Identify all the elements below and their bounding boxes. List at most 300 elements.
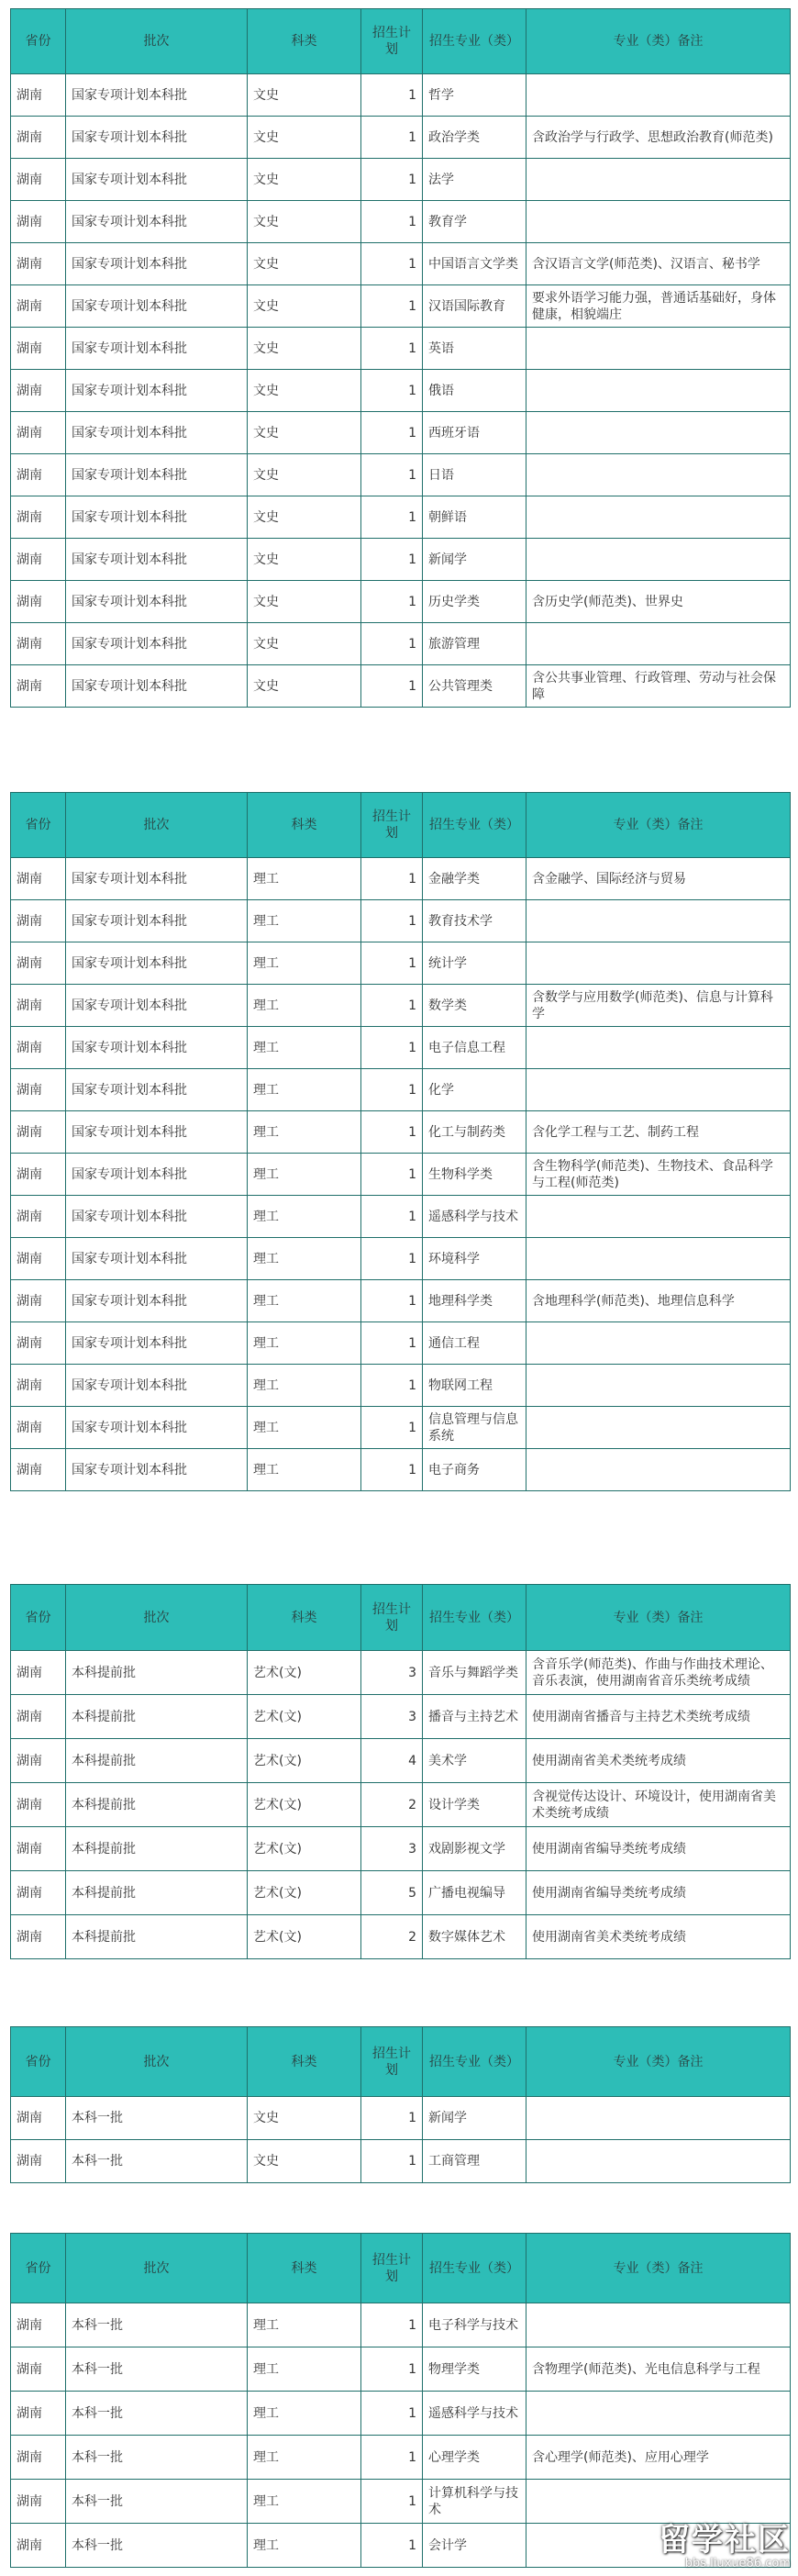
table-row <box>11 2392 791 2436</box>
table-row <box>11 117 791 159</box>
table-row <box>11 1027 791 1069</box>
cell-province: 湖南 <box>11 2392 66 2436</box>
table-row <box>11 159 791 201</box>
header-province: 省份 <box>11 793 66 858</box>
cell-batch: 国家专项计划本科批 <box>66 539 248 581</box>
admissions-table-3 <box>10 1584 791 1959</box>
cell-major: 英语 <box>423 328 526 370</box>
header-quota: 招生计划 <box>361 1585 423 1651</box>
cell-province: 湖南 <box>11 74 66 117</box>
cell-quota: 2 <box>361 1915 423 1959</box>
table-row <box>11 1322 791 1365</box>
cell-category: 艺术(文) <box>248 1827 361 1871</box>
cell-batch: 国家专项计划本科批 <box>66 1196 248 1238</box>
cell-note <box>526 370 791 412</box>
cell-category: 艺术(文) <box>248 1871 361 1915</box>
cell-category: 文史 <box>248 285 361 328</box>
cell-note <box>526 412 791 454</box>
cell-major: 中国语言文学类 <box>423 243 526 285</box>
cell-major: 物理学类 <box>423 2347 526 2392</box>
cell-major: 数字媒体艺术 <box>423 1915 526 1959</box>
table-row <box>11 1739 791 1783</box>
cell-batch: 国家专项计划本科批 <box>66 1407 248 1449</box>
table-row <box>11 2097 791 2140</box>
cell-batch: 本科提前批 <box>66 1871 248 1915</box>
cell-major: 西班牙语 <box>423 412 526 454</box>
cell-batch: 国家专项计划本科批 <box>66 496 248 539</box>
cell-note <box>526 1027 791 1069</box>
table-row <box>11 1069 791 1111</box>
cell-note <box>526 74 791 117</box>
cell-quota: 1 <box>361 2480 423 2524</box>
cell-category: 文史 <box>248 159 361 201</box>
table-row <box>11 1871 791 1915</box>
cell-category: 理工 <box>248 2392 361 2436</box>
cell-quota: 1 <box>361 1238 423 1280</box>
table-row <box>11 1783 791 1827</box>
cell-quota: 1 <box>361 2392 423 2436</box>
cell-province: 湖南 <box>11 328 66 370</box>
cell-batch: 本科一批 <box>66 2392 248 2436</box>
cell-major: 汉语国际教育 <box>423 285 526 328</box>
header-batch: 批次 <box>66 2027 248 2097</box>
table-row <box>11 285 791 328</box>
header-note: 专业（类）备注 <box>526 1585 791 1651</box>
header-major: 招生专业（类） <box>423 793 526 858</box>
cell-quota: 1 <box>361 665 423 708</box>
cell-major: 地理科学类 <box>423 1280 526 1322</box>
cell-batch: 国家专项计划本科批 <box>66 985 248 1027</box>
cell-category: 理工 <box>248 900 361 942</box>
cell-major: 电子信息工程 <box>423 1027 526 1069</box>
cell-quota: 1 <box>361 2347 423 2392</box>
cell-major: 信息管理与信息系统 <box>423 1407 526 1449</box>
table-row <box>11 243 791 285</box>
cell-quota: 1 <box>361 2140 423 2183</box>
cell-quota: 3 <box>361 1827 423 1871</box>
cell-major: 教育学 <box>423 201 526 243</box>
cell-note <box>526 1069 791 1111</box>
table-row <box>11 454 791 496</box>
cell-note <box>526 328 791 370</box>
cell-note: 使用湖南省美术类统考成绩 <box>526 1915 791 1959</box>
header-province: 省份 <box>11 2027 66 2097</box>
cell-category: 艺术(文) <box>248 1783 361 1827</box>
cell-quota: 1 <box>361 623 423 665</box>
cell-major: 新闻学 <box>423 539 526 581</box>
cell-province: 湖南 <box>11 858 66 900</box>
table-row <box>11 2347 791 2392</box>
cell-batch: 本科提前批 <box>66 1739 248 1783</box>
table-row <box>11 942 791 985</box>
cell-note <box>526 1238 791 1280</box>
cell-category: 文史 <box>248 454 361 496</box>
table-body <box>11 2097 791 2183</box>
cell-quota: 1 <box>361 942 423 985</box>
cell-batch: 国家专项计划本科批 <box>66 1238 248 1280</box>
cell-note <box>526 159 791 201</box>
cell-batch: 本科提前批 <box>66 1783 248 1827</box>
cell-province: 湖南 <box>11 1827 66 1871</box>
table-body <box>11 74 791 708</box>
cell-major: 播音与主持艺术 <box>423 1695 526 1739</box>
table-row <box>11 623 791 665</box>
cell-note <box>526 2097 791 2140</box>
cell-province: 湖南 <box>11 1238 66 1280</box>
table-row <box>11 900 791 942</box>
cell-note <box>526 2140 791 2183</box>
cell-major: 戏剧影视文学 <box>423 1827 526 1871</box>
cell-category: 理工 <box>248 1069 361 1111</box>
cell-category: 文史 <box>248 539 361 581</box>
table-row <box>11 412 791 454</box>
cell-quota: 1 <box>361 2436 423 2480</box>
cell-batch: 国家专项计划本科批 <box>66 1449 248 1491</box>
table-row <box>11 2480 791 2524</box>
header-quota: 招生计划 <box>361 9 423 74</box>
cell-province: 湖南 <box>11 201 66 243</box>
cell-province: 湖南 <box>11 1651 66 1695</box>
table-row <box>11 858 791 900</box>
cell-province: 湖南 <box>11 2347 66 2392</box>
cell-major: 法学 <box>423 159 526 201</box>
cell-category: 文史 <box>248 2140 361 2183</box>
header-batch: 批次 <box>66 9 248 74</box>
cell-category: 理工 <box>248 1111 361 1154</box>
cell-note: 使用湖南省播音与主持艺术类统考成绩 <box>526 1695 791 1739</box>
cell-batch: 国家专项计划本科批 <box>66 159 248 201</box>
cell-category: 文史 <box>248 243 361 285</box>
cell-quota: 2 <box>361 1783 423 1827</box>
cell-note: 含数学与应用数学(师范类)、信息与计算科学 <box>526 985 791 1027</box>
cell-province: 湖南 <box>11 1695 66 1739</box>
cell-note: 使用湖南省美术类统考成绩 <box>526 1739 791 1783</box>
admissions-table-1 <box>10 8 791 708</box>
header-note: 专业（类）备注 <box>526 2027 791 2097</box>
header-row <box>11 1585 791 1651</box>
cell-province: 湖南 <box>11 1871 66 1915</box>
cell-major: 哲学 <box>423 74 526 117</box>
cell-category: 文史 <box>248 581 361 623</box>
cell-major: 政治学类 <box>423 117 526 159</box>
cell-batch: 国家专项计划本科批 <box>66 285 248 328</box>
cell-batch: 本科提前批 <box>66 1827 248 1871</box>
cell-note: 含政治学与行政学、思想政治教育(师范类) <box>526 117 791 159</box>
table-row <box>11 328 791 370</box>
cell-quota: 1 <box>361 370 423 412</box>
cell-quota: 1 <box>361 539 423 581</box>
cell-quota: 1 <box>361 74 423 117</box>
cell-batch: 国家专项计划本科批 <box>66 201 248 243</box>
header-note: 专业（类）备注 <box>526 2234 791 2303</box>
cell-major: 金融学类 <box>423 858 526 900</box>
cell-province: 湖南 <box>11 285 66 328</box>
cell-province: 湖南 <box>11 2524 66 2568</box>
cell-category: 理工 <box>248 1365 361 1407</box>
table-row <box>11 1111 791 1154</box>
cell-major: 美术学 <box>423 1739 526 1783</box>
header-row <box>11 793 791 858</box>
cell-province: 湖南 <box>11 1111 66 1154</box>
cell-major: 遥感科学与技术 <box>423 1196 526 1238</box>
table-body <box>11 1651 791 1959</box>
cell-province: 湖南 <box>11 1322 66 1365</box>
cell-province: 湖南 <box>11 1280 66 1322</box>
cell-note <box>526 2480 791 2524</box>
header-quota: 招生计划 <box>361 2234 423 2303</box>
cell-category: 理工 <box>248 2303 361 2347</box>
admissions-table-2 <box>10 792 791 1491</box>
header-category: 科类 <box>248 1585 361 1651</box>
header-category: 科类 <box>248 2027 361 2097</box>
cell-note: 含物理学(师范类)、光电信息科学与工程 <box>526 2347 791 2392</box>
cell-batch: 国家专项计划本科批 <box>66 243 248 285</box>
cell-note <box>526 496 791 539</box>
table-row <box>11 1280 791 1322</box>
cell-province: 湖南 <box>11 2303 66 2347</box>
cell-province: 湖南 <box>11 1739 66 1783</box>
table-row <box>11 581 791 623</box>
cell-batch: 国家专项计划本科批 <box>66 1069 248 1111</box>
cell-province: 湖南 <box>11 370 66 412</box>
watermark-url: bbs.liuxue86.com <box>684 2557 791 2570</box>
cell-quota: 1 <box>361 2524 423 2568</box>
cell-batch: 本科一批 <box>66 2480 248 2524</box>
cell-quota: 1 <box>361 496 423 539</box>
cell-province: 湖南 <box>11 900 66 942</box>
table-row <box>11 1915 791 1959</box>
cell-note: 含生物科学(师范类)、生物技术、食品科学与工程(师范类) <box>526 1154 791 1196</box>
cell-province: 湖南 <box>11 1407 66 1449</box>
cell-category: 文史 <box>248 117 361 159</box>
table-row <box>11 2436 791 2480</box>
cell-quota: 1 <box>361 243 423 285</box>
table-row <box>11 74 791 117</box>
cell-category: 文史 <box>248 496 361 539</box>
cell-province: 湖南 <box>11 412 66 454</box>
cell-note: 含汉语言文学(师范类)、汉语言、秘书学 <box>526 243 791 285</box>
cell-batch: 国家专项计划本科批 <box>66 1154 248 1196</box>
cell-province: 湖南 <box>11 1365 66 1407</box>
cell-quota: 1 <box>361 454 423 496</box>
header-province: 省份 <box>11 9 66 74</box>
cell-category: 理工 <box>248 2347 361 2392</box>
cell-quota: 1 <box>361 1407 423 1449</box>
cell-quota: 1 <box>361 159 423 201</box>
table-row <box>11 201 791 243</box>
cell-note <box>526 2392 791 2436</box>
cell-note <box>526 1365 791 1407</box>
cell-note: 含心理学(师范类)、应用心理学 <box>526 2436 791 2480</box>
cell-note: 含地理科学(师范类)、地理信息科学 <box>526 1280 791 1322</box>
cell-quota: 1 <box>361 2097 423 2140</box>
cell-note <box>526 1196 791 1238</box>
header-major: 招生专业（类） <box>423 1585 526 1651</box>
cell-batch: 国家专项计划本科批 <box>66 1365 248 1407</box>
cell-batch: 本科提前批 <box>66 1695 248 1739</box>
header-major: 招生专业（类） <box>423 9 526 74</box>
cell-category: 文史 <box>248 412 361 454</box>
site-watermark <box>659 2524 791 2570</box>
header-batch: 批次 <box>66 793 248 858</box>
cell-quota: 1 <box>361 1280 423 1322</box>
cell-quota: 1 <box>361 1449 423 1491</box>
cell-major: 通信工程 <box>423 1322 526 1365</box>
cell-quota: 1 <box>361 1027 423 1069</box>
cell-province: 湖南 <box>11 1783 66 1827</box>
header-note: 专业（类）备注 <box>526 793 791 858</box>
cell-quota: 5 <box>361 1871 423 1915</box>
cell-major: 生物科学类 <box>423 1154 526 1196</box>
cell-category: 文史 <box>248 665 361 708</box>
cell-note: 含化学工程与工艺、制药工程 <box>526 1111 791 1154</box>
cell-province: 湖南 <box>11 454 66 496</box>
cell-note: 含历史学(师范类)、世界史 <box>526 581 791 623</box>
header-row <box>11 2234 791 2303</box>
cell-province: 湖南 <box>11 623 66 665</box>
cell-category: 理工 <box>248 1280 361 1322</box>
cell-batch: 国家专项计划本科批 <box>66 117 248 159</box>
cell-quota: 1 <box>361 1322 423 1365</box>
cell-category: 艺术(文) <box>248 1651 361 1695</box>
cell-category: 理工 <box>248 858 361 900</box>
cell-category: 理工 <box>248 2524 361 2568</box>
cell-batch: 国家专项计划本科批 <box>66 623 248 665</box>
cell-major: 数学类 <box>423 985 526 1027</box>
cell-major: 公共管理类 <box>423 665 526 708</box>
header-major: 招生专业（类） <box>423 2027 526 2097</box>
header-quota: 招生计划 <box>361 2027 423 2097</box>
cell-batch: 国家专项计划本科批 <box>66 581 248 623</box>
table-row <box>11 1407 791 1449</box>
cell-note <box>526 539 791 581</box>
cell-batch: 国家专项计划本科批 <box>66 328 248 370</box>
cell-quota: 1 <box>361 985 423 1027</box>
cell-quota: 1 <box>361 285 423 328</box>
cell-quota: 1 <box>361 900 423 942</box>
table-row <box>11 1365 791 1407</box>
cell-note: 使用湖南省编导类统考成绩 <box>526 1827 791 1871</box>
cell-note: 含金融学、国际经济与贸易 <box>526 858 791 900</box>
cell-batch: 国家专项计划本科批 <box>66 74 248 117</box>
cell-quota: 1 <box>361 201 423 243</box>
cell-major: 新闻学 <box>423 2097 526 2140</box>
cell-major: 广播电视编导 <box>423 1871 526 1915</box>
cell-quota: 4 <box>361 1739 423 1783</box>
cell-major: 计算机科学与技术 <box>423 2480 526 2524</box>
cell-batch: 本科提前批 <box>66 1915 248 1959</box>
cell-major: 化学 <box>423 1069 526 1111</box>
cell-batch: 国家专项计划本科批 <box>66 858 248 900</box>
cell-major: 旅游管理 <box>423 623 526 665</box>
cell-province: 湖南 <box>11 1449 66 1491</box>
cell-quota: 1 <box>361 2303 423 2347</box>
cell-note: 要求外语学习能力强，普通话基础好，身体健康，相貌端庄 <box>526 285 791 328</box>
cell-quota: 3 <box>361 1695 423 1739</box>
cell-note: 含音乐学(师范类)、作曲与作曲技术理论、音乐表演，使用湖南省音乐类统考成绩 <box>526 1651 791 1695</box>
cell-note <box>526 623 791 665</box>
header-batch: 批次 <box>66 1585 248 1651</box>
table-row <box>11 539 791 581</box>
cell-note <box>526 201 791 243</box>
cell-note <box>526 2303 791 2347</box>
cell-batch: 国家专项计划本科批 <box>66 412 248 454</box>
cell-category: 理工 <box>248 2436 361 2480</box>
header-province: 省份 <box>11 1585 66 1651</box>
admissions-table-4 <box>10 2026 791 2183</box>
cell-major: 工商管理 <box>423 2140 526 2183</box>
cell-major: 音乐与舞蹈学类 <box>423 1651 526 1695</box>
admissions-table-5 <box>10 2233 791 2568</box>
cell-category: 艺术(文) <box>248 1739 361 1783</box>
cell-category: 理工 <box>248 1196 361 1238</box>
cell-province: 湖南 <box>11 117 66 159</box>
cell-quota: 1 <box>361 412 423 454</box>
cell-province: 湖南 <box>11 1196 66 1238</box>
table-row <box>11 1827 791 1871</box>
watermark-brand: 留学社区 <box>659 2522 791 2559</box>
cell-major: 会计学 <box>423 2524 526 2568</box>
cell-province: 湖南 <box>11 2140 66 2183</box>
table-row <box>11 1196 791 1238</box>
table-row <box>11 665 791 708</box>
cell-province: 湖南 <box>11 985 66 1027</box>
cell-major: 心理学类 <box>423 2436 526 2480</box>
cell-quota: 1 <box>361 1069 423 1111</box>
cell-quota: 1 <box>361 1111 423 1154</box>
cell-major: 物联网工程 <box>423 1365 526 1407</box>
cell-category: 理工 <box>248 942 361 985</box>
cell-major: 遥感科学与技术 <box>423 2392 526 2436</box>
header-row <box>11 2027 791 2097</box>
cell-major: 日语 <box>423 454 526 496</box>
cell-note <box>526 1407 791 1449</box>
cell-batch: 国家专项计划本科批 <box>66 1027 248 1069</box>
cell-category: 文史 <box>248 201 361 243</box>
header-category: 科类 <box>248 9 361 74</box>
cell-province: 湖南 <box>11 1027 66 1069</box>
table-row <box>11 985 791 1027</box>
cell-note <box>526 454 791 496</box>
cell-category: 理工 <box>248 1154 361 1196</box>
cell-category: 理工 <box>248 1449 361 1491</box>
cell-major: 化工与制药类 <box>423 1111 526 1154</box>
table-row <box>11 1695 791 1739</box>
cell-quota: 1 <box>361 328 423 370</box>
header-note: 专业（类）备注 <box>526 9 791 74</box>
cell-category: 文史 <box>248 74 361 117</box>
cell-quota: 1 <box>361 858 423 900</box>
cell-major: 电子商务 <box>423 1449 526 1491</box>
header-quota: 招生计划 <box>361 793 423 858</box>
cell-province: 湖南 <box>11 2436 66 2480</box>
cell-province: 湖南 <box>11 2097 66 2140</box>
cell-quota: 1 <box>361 1365 423 1407</box>
cell-batch: 本科一批 <box>66 2303 248 2347</box>
header-row <box>11 9 791 74</box>
cell-note <box>526 900 791 942</box>
cell-province: 湖南 <box>11 1915 66 1959</box>
cell-major: 教育技术学 <box>423 900 526 942</box>
cell-major: 历史学类 <box>423 581 526 623</box>
cell-major: 设计学类 <box>423 1783 526 1827</box>
cell-quota: 1 <box>361 1196 423 1238</box>
table-row <box>11 2140 791 2183</box>
table-row <box>11 370 791 412</box>
cell-batch: 国家专项计划本科批 <box>66 942 248 985</box>
cell-batch: 国家专项计划本科批 <box>66 1111 248 1154</box>
header-category: 科类 <box>248 2234 361 2303</box>
